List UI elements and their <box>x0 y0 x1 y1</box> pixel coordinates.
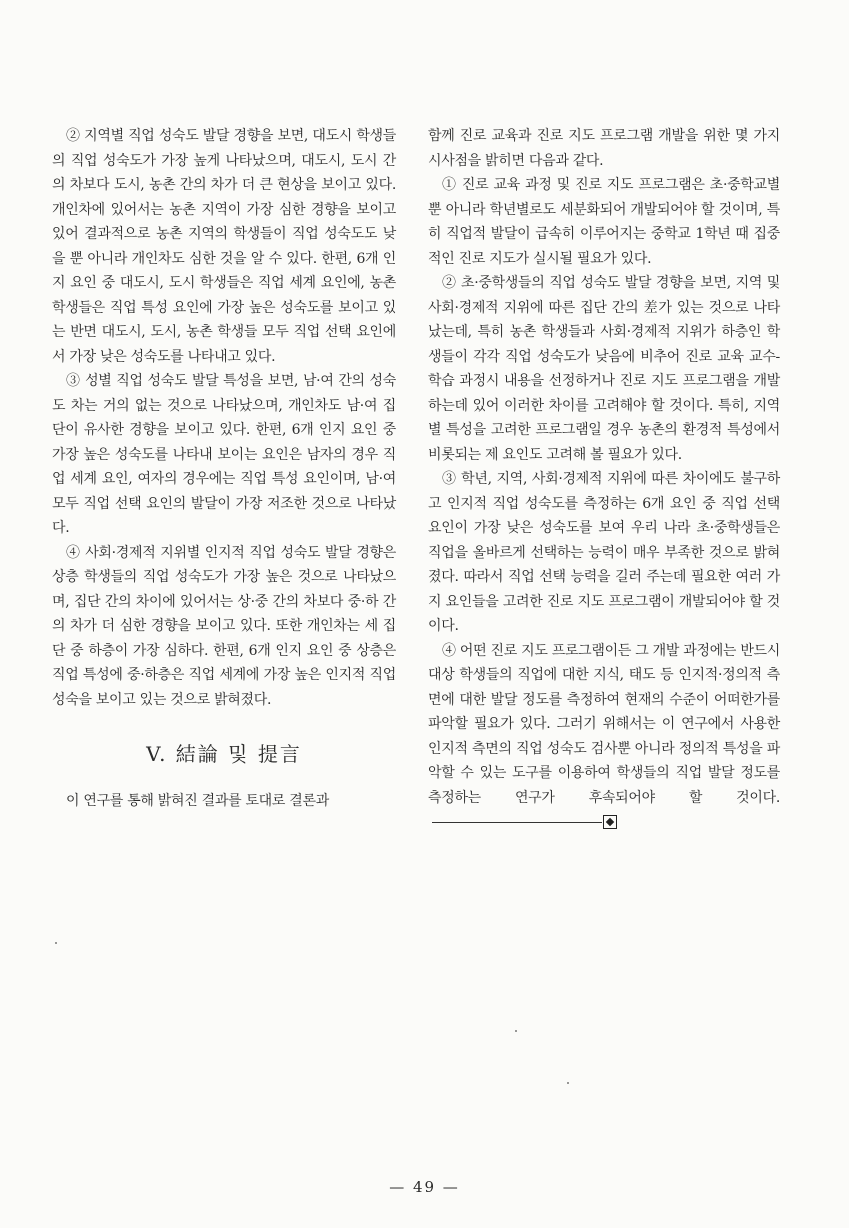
body-paragraph-final <box>428 639 780 835</box>
body-paragraph: ③ 학년, 지역, 사회·경제적 지위에 따른 차이에도 불구하고 인지적 직업 성숙도를 측정하는 6개 요인 중 직업 선택 요인이 가장 낮은 성숙도를 보여 우리 나라 초·중학생들은 직업을 올바르게 선택하는 능력이 매우 부족한 것으로 밝혀졌다. 따라서 직업 선택 능력을 길러 주는데 필요한 여러 가지 요인들을 고려한 진로 지도 프로그램이 개발되어야 할 것이다. <box>428 471 780 634</box>
body-paragraph: ② 초·중학생들의 직업 성숙도 발달 경향을 보면, 지역 및 사회·경제적 지위에 따른 집단 간의 差가 있는 것으로 나타났는데, 특히 농촌 학생들과 사회·경제적 지위가 하층인 학생들이 각각 직업 성숙도가 낮음에 비추어 진로 교육 교수-학습 과정시 내용을 선정하거나 진로 지도 프로그램을 개발하는데 있어 이러한 차이를 고려해야 할 것이다. 특히, 지역별 특성을 고려한 프로그램일 경우 농촌의 환경적 특성에서 비롯되는 제 요인도 고려해 볼 필요가 있다. <box>428 275 780 463</box>
left-column <box>52 124 396 813</box>
right-column <box>428 124 780 835</box>
body-paragraph: 함께 진로 교육과 진로 지도 프로그램 개발을 위한 몇 가지 시사점을 밝히면 다음과 같다. <box>428 128 780 169</box>
body-paragraph: ④ 사회·경제적 지위별 인지적 직업 성숙도 발달 경향은 상층 학생들의 직업 성숙도가 가장 높은 것으로 나타났으며, 집단 간의 차이에 있어서는 상·중 간의 차보다 중·하 간의 차가 더 심한 경향을 보이고 있다. 또한 개인차는 세 집단 중 하층이 가장 심하다. 한편, 6개 인지 요인 중 상층은 직업 특성에 중·하층은 직업 세계에 가장 높은 인지적 직업 성숙을 보이고 있는 것으로 밝혀졌다. <box>52 544 396 708</box>
scan-speck <box>515 1030 517 1032</box>
body-paragraph: ① 진로 교육 과정 및 진로 지도 프로그램은 초·중학교별 뿐 아니라 학년별로도 세분화되어 개발되어야 할 것이며, 특히 직업적 발달이 급속히 이루어지는 중학교 1학년 때 집중적인 진로 지도가 실시될 필요가 있다. <box>428 177 780 267</box>
body-paragraph: ③ 성별 직업 성숙도 발달 특성을 보면, 남·여 간의 성숙도 차는 거의 없는 것으로 나타났으며, 개인차도 남·여 집단이 유사한 경향을 보이고 있다. 한편, 6개 인지 요인 중 가장 높은 성숙도를 나타내 보이는 요인은 남자의 경우 직업 세계 요인, 여자의 경우에는 직업 특성 요인이며, 남·여 모두 직업 선택 요인의 발달이 가장 저조한 것으로 나타났다. <box>52 373 396 536</box>
page-number: — 49 — <box>389 1178 460 1196</box>
scan-speck <box>567 1082 569 1084</box>
body-paragraph: 이 연구를 통해 밝혀진 결과를 토대로 결론과 <box>66 792 329 809</box>
body-paragraph: ② 지역별 직업 성숙도 발달 경향을 보면, 대도시 학생들의 직업 성숙도가 가장 높게 나타났으며, 대도시, 도시 간의 차보다 도시, 농촌 간의 차가 더 큰 현상을 보이고 있다. 개인차에 있어서는 농촌 지역이 가장 심한 경향을 보이고 있어 결과적으로 농촌 지역의 학생들이 직업 성숙도도 낮을 뿐 아니라 개인차도 심한 것을 알 수 있다. 한편, 6개 인지 요인 중 대도시, 도시 학생들은 직업 세계 요인에, 농촌 학생들은 직업 특성 요인에 가장 높은 성숙도를 보이고 있는 반면 대도시, 도시, 농촌 학생들 모두 직업 선택 요인에서 가장 낮은 성숙도를 나타내고 있다. <box>52 128 396 365</box>
end-mark-icon <box>603 815 617 829</box>
scan-speck <box>55 942 57 944</box>
end-rule <box>432 822 602 823</box>
body-paragraph-text: ④ 어떤 진로 지도 프로그램이든 그 개발 과정에는 반드시 대상 학생들의 직업에 대한 지식, 태도 등 인지적·정의적 측면에 대한 발달 정도를 측정하여 현재의 수준이 어떠한가를 파악할 필요가 있다. 그러기 위해서는 이 연구에서 사용한 인지적 측면의 직업 성숙도 검사뿐 아니라 정의적 특성을 파악할 수 있는 도구를 이용하여 학생들의 직업 발달 정도를 측정하는 연구가 후속되어야 할 것이다. <box>428 642 780 806</box>
section-heading: V. 結論 및 提言 <box>146 742 302 766</box>
